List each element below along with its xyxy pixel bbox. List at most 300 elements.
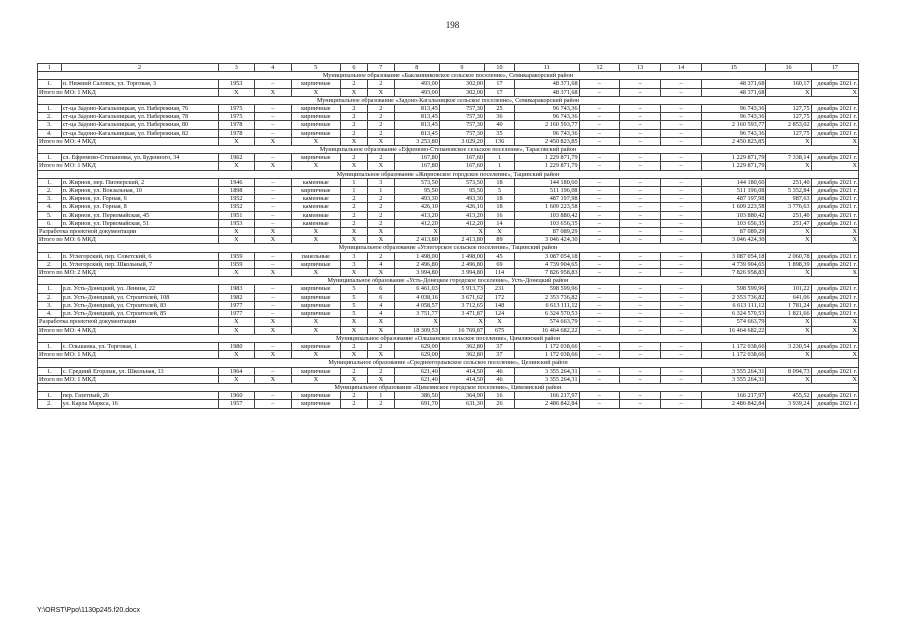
total-cell: X (291, 162, 340, 170)
table-row (38, 211, 859, 219)
address-cell: ул. Карла Маркса, 16 (61, 400, 218, 408)
table-cell: 1946 (218, 178, 255, 186)
table-cell: декабрь 2021 г. (811, 211, 858, 219)
column-header: 15 (702, 64, 766, 72)
table-cell: – (620, 195, 661, 203)
table-cell: 493,30 (394, 195, 439, 203)
table-cell: – (579, 105, 620, 113)
table-cell: 2 (367, 105, 394, 113)
housing-table (37, 63, 859, 409)
total-label: Итого по МО: 4 МКД (38, 326, 219, 334)
table-row (38, 252, 859, 260)
table-cell: – (661, 129, 702, 137)
table-cell: – (620, 400, 661, 408)
address-cell: р.п. Усть-Донецкий, ул. Строителей, 83 (61, 301, 218, 309)
address-cell: р.п. Усть-Донецкий, ул. Строителей, 108 (61, 293, 218, 301)
address-cell: ст-ца Задоно-Кагальницкая, ул. Набережная, 80 (61, 121, 218, 129)
table-cell: 1975 (218, 105, 255, 113)
total-cell: – (620, 318, 661, 326)
table-cell: кирпичные (291, 187, 340, 195)
table-row (38, 187, 859, 195)
table-cell: 362,80 (439, 342, 484, 350)
total-cell: – (579, 228, 620, 236)
total-cell: X (811, 137, 858, 145)
table-cell: – (255, 187, 292, 195)
table-cell: 144 180,60 (702, 178, 766, 186)
table-cell: 1 609 223,58 (702, 203, 766, 211)
address-cell: п. Углегорский, пер. Советский, 6 (61, 252, 218, 260)
table-cell: 1983 (218, 285, 255, 293)
total-cell: 3 994,80 (439, 269, 484, 277)
table-cell: 6 (367, 285, 394, 293)
table-cell: декабрь 2021 г. (811, 367, 858, 375)
total-cell: X (341, 228, 368, 236)
table-cell: 166 217,97 (515, 392, 579, 400)
total-cell: 493,00 (394, 88, 439, 96)
table-cell: – (255, 293, 292, 301)
total-cell: 2 450 823,85 (515, 137, 579, 145)
table-cell: 1953 (218, 80, 255, 88)
table-cell: – (579, 293, 620, 301)
column-header: 13 (620, 64, 661, 72)
municipality-title: Муниципальное образование «Задоно-Кагальницкое сельское поселение», Семикаракорский район (38, 96, 859, 104)
table-cell: 1 898,39 (766, 260, 811, 268)
total-cell: 302,00 (439, 88, 484, 96)
table-cell: декабрь 2021 г. (811, 203, 858, 211)
table-cell: – (579, 154, 620, 162)
total-cell: X (291, 228, 340, 236)
table-cell: 96 743,36 (702, 129, 766, 137)
total-cell: – (620, 375, 661, 383)
total-cell: 87 089,29 (515, 228, 579, 236)
column-header: 14 (661, 64, 702, 72)
table-cell: 160,17 (766, 80, 811, 88)
table-cell: 1. (38, 285, 62, 293)
address-cell: с. Ольшанка, ул. Торговая, 1 (61, 342, 218, 350)
table-cell: 166 217,97 (702, 392, 766, 400)
table-cell: 493,00 (394, 80, 439, 88)
total-cell: X (811, 236, 858, 244)
total-cell: X (766, 318, 811, 326)
table-cell: – (661, 121, 702, 129)
total-cell: 16 464 682,22 (702, 326, 766, 334)
table-cell: декабрь 2021 г. (811, 301, 858, 309)
table-cell: 4 739 904,65 (702, 260, 766, 268)
table-cell: 1962 (218, 154, 255, 162)
section-header-row (38, 244, 859, 252)
table-cell: – (620, 121, 661, 129)
table-row (38, 301, 859, 309)
table-cell: 2 (367, 342, 394, 350)
table-cell: – (255, 285, 292, 293)
table-cell: 127,75 (766, 105, 811, 113)
total-cell: 1 172 038,66 (515, 351, 579, 359)
total-cell: 362,80 (439, 351, 484, 359)
table-cell: 2 496,80 (439, 260, 484, 268)
total-cell: X (766, 351, 811, 359)
address-cell: п. Жирнов, ул. Вокзальная, 10 (61, 187, 218, 195)
file-path: Y:\ORST\Ppo\1130p245.f20.docx (37, 607, 140, 614)
table-cell: 2 (341, 203, 368, 211)
address-cell: с. Средний Егорлык, ул. Школьная, 13 (61, 367, 218, 375)
address-cell: п. Жирнов, пер. Пионерский, 2 (61, 178, 218, 186)
table-cell: 1 498,00 (439, 252, 484, 260)
table-cell: – (620, 129, 661, 137)
total-cell: 1 (484, 162, 514, 170)
table-cell: – (620, 154, 661, 162)
table-cell: – (661, 285, 702, 293)
total-cell: – (579, 162, 620, 170)
table-cell: декабрь 2021 г. (811, 80, 858, 88)
total-row (38, 351, 859, 359)
table-cell: 4 038,16 (394, 293, 439, 301)
table-cell: декабрь 2021 г. (811, 260, 858, 268)
table-cell: 757,30 (439, 121, 484, 129)
table-cell: – (579, 285, 620, 293)
address-cell: р.п. Усть-Донецкий, ул. Строителей, 85 (61, 310, 218, 318)
section-header-row (38, 96, 859, 104)
table-cell: 36 (484, 113, 514, 121)
table-cell: 2 (341, 400, 368, 408)
table-cell: 1980 (218, 342, 255, 350)
total-cell: X (341, 162, 368, 170)
table-cell: 5 (341, 293, 368, 301)
total-cell: – (661, 318, 702, 326)
table-cell: 813,45 (394, 129, 439, 137)
table-cell: – (255, 219, 292, 227)
table-cell: 17 (484, 80, 514, 88)
total-cell: X (255, 88, 292, 96)
table-cell: 103 656,35 (702, 219, 766, 227)
table-cell: 1. (38, 154, 62, 162)
total-cell: 46 (484, 375, 514, 383)
table-cell: 103 656,35 (515, 219, 579, 227)
table-cell: – (661, 367, 702, 375)
table-cell: 5 (484, 187, 514, 195)
table-cell: 96 743,36 (515, 105, 579, 113)
table-cell: 45 (484, 252, 514, 260)
table-cell: – (661, 195, 702, 203)
table-cell: декабрь 2021 г. (811, 219, 858, 227)
table-cell: 6 461,03 (394, 285, 439, 293)
table-cell: 26 (484, 400, 514, 408)
total-cell: X (291, 326, 340, 334)
table-cell: 1 229 871,79 (702, 154, 766, 162)
table-cell: 2 486 842,84 (515, 400, 579, 408)
table-row (38, 178, 859, 186)
table-cell: 1960 (218, 392, 255, 400)
table-cell: кирпичные (291, 154, 340, 162)
table-cell: – (255, 400, 292, 408)
table-cell: 48 371,68 (515, 80, 579, 88)
total-cell: X (291, 269, 340, 277)
table-cell: 1 172 038,66 (702, 342, 766, 350)
table-row (38, 195, 859, 203)
table-row (38, 260, 859, 268)
address-cell: сл. Ефремово-Степановка, ул. Буденного, 34 (61, 154, 218, 162)
table-cell: 16 (484, 211, 514, 219)
total-cell: X (811, 318, 858, 326)
table-cell: 1959 (218, 252, 255, 260)
table-cell: 1898 (218, 187, 255, 195)
table-cell: 5 (341, 301, 368, 309)
total-cell: X (218, 351, 255, 359)
table-cell: 3. (38, 121, 62, 129)
column-header: 9 (439, 64, 484, 72)
table-cell: – (579, 301, 620, 309)
table-row (38, 293, 859, 301)
table-cell: – (255, 367, 292, 375)
section-header-row (38, 334, 859, 342)
table-cell: – (620, 178, 661, 186)
total-cell: X (218, 375, 255, 383)
total-cell: – (620, 236, 661, 244)
table-cell: 1 (341, 178, 368, 186)
table-cell: 1. (38, 392, 62, 400)
table-cell: 231 (484, 285, 514, 293)
table-cell: кирпичные (291, 129, 340, 137)
table-cell: 386,50 (394, 392, 439, 400)
table-cell: – (579, 187, 620, 195)
table-cell: 573,50 (394, 178, 439, 186)
total-cell: – (661, 375, 702, 383)
municipality-title: Муниципальное образование «Среднеегорлыкское сельское поселение», Целинский район (38, 359, 859, 367)
column-header: 16 (766, 64, 811, 72)
total-cell: 414,50 (439, 375, 484, 383)
table-cell: – (579, 113, 620, 121)
table-cell: 6. (38, 219, 62, 227)
table-cell: 2 (341, 392, 368, 400)
table-cell: 16 (484, 392, 514, 400)
total-label: Итого по МО: 1 МКД (38, 351, 219, 359)
table-row (38, 121, 859, 129)
total-cell: – (579, 351, 620, 359)
municipality-title: Муниципальное образование «Бакланниковское сельское поселение», Семикаракорский район (38, 72, 859, 80)
table-cell: декабрь 2021 г. (811, 400, 858, 408)
table-cell: – (620, 219, 661, 227)
address-cell: ст-ца Задоно-Кагальницкая, ул. Набережная, 82 (61, 129, 218, 137)
total-cell: X (367, 228, 394, 236)
table-cell: кирпичные (291, 301, 340, 309)
table-cell: кирпичные (291, 260, 340, 268)
table-cell: 1 498,00 (394, 252, 439, 260)
table-cell: – (661, 310, 702, 318)
table-cell: 2 (341, 80, 368, 88)
municipality-title: Муниципальное образование «Жирновское городское поселение», Тацинский район (38, 170, 859, 178)
table-cell: – (661, 105, 702, 113)
table-cell: 455,52 (766, 392, 811, 400)
total-row (38, 375, 859, 383)
table-cell: 691,70 (394, 400, 439, 408)
table-cell: – (579, 121, 620, 129)
table-row (38, 400, 859, 408)
total-cell: X (766, 375, 811, 383)
table-cell: 2 060,78 (766, 252, 811, 260)
total-cell: X (255, 269, 292, 277)
total-row (38, 269, 859, 277)
total-cell: X (255, 318, 292, 326)
table-cell: – (255, 342, 292, 350)
table-cell: 1977 (218, 301, 255, 309)
total-cell: X (218, 137, 255, 145)
total-label: Итого по МО: 6 МКД (38, 236, 219, 244)
table-cell: – (661, 252, 702, 260)
total-cell: X (367, 351, 394, 359)
table-cell: 103 880,42 (702, 211, 766, 219)
total-cell: X (218, 318, 255, 326)
table-cell: – (620, 301, 661, 309)
table-cell: 3 230,54 (766, 342, 811, 350)
section-header-row (38, 383, 859, 391)
table-cell: – (579, 252, 620, 260)
table-cell: 2 (367, 400, 394, 408)
table-cell: 2 (341, 154, 368, 162)
table-cell: 2 (367, 252, 394, 260)
table-row (38, 310, 859, 318)
total-cell: 48 371,68 (702, 88, 766, 96)
table-cell: – (255, 392, 292, 400)
table-cell: 251,40 (766, 211, 811, 219)
table-row (38, 219, 859, 227)
table-cell: декабрь 2021 г. (811, 121, 858, 129)
total-cell: X (439, 318, 484, 326)
total-cell: 2 413,80 (439, 236, 484, 244)
table-cell: 1 (484, 154, 514, 162)
table-cell: 6 324 570,53 (702, 310, 766, 318)
total-cell: X (766, 236, 811, 244)
table-cell: каменные (291, 195, 340, 203)
table-row (38, 105, 859, 113)
column-header: 8 (394, 64, 439, 72)
table-cell: 1959 (218, 260, 255, 268)
total-cell: X (811, 326, 858, 334)
table-cell: 2 160 593,77 (702, 121, 766, 129)
table-cell: 25 (484, 105, 514, 113)
table-cell: 69 (484, 260, 514, 268)
table-cell: – (661, 211, 702, 219)
table-cell: 621,40 (394, 367, 439, 375)
total-cell: X (291, 137, 340, 145)
total-cell: 629,00 (394, 351, 439, 359)
section-header-row (38, 277, 859, 285)
total-cell: X (811, 162, 858, 170)
total-cell: – (661, 326, 702, 334)
total-cell: X (291, 351, 340, 359)
table-cell: 40 (484, 121, 514, 129)
table-row (38, 285, 859, 293)
total-cell: X (341, 326, 368, 334)
table-row (38, 392, 859, 400)
table-cell: 2. (38, 400, 62, 408)
total-cell: – (579, 236, 620, 244)
address-cell: ст-ца Задоно-Кагальницкая, ул. Набережная, 78 (61, 113, 218, 121)
total-label: Разработка проектной документации (38, 228, 219, 236)
table-cell: – (620, 80, 661, 88)
total-cell: – (579, 269, 620, 277)
table-cell: 511 196,08 (515, 187, 579, 195)
table-cell: 987,63 (766, 195, 811, 203)
total-cell: X (218, 88, 255, 96)
table-cell: 5 (341, 285, 368, 293)
column-header: 5 (291, 64, 340, 72)
total-cell: – (620, 88, 661, 96)
table-cell: 2 (367, 129, 394, 137)
table-cell: 3 (367, 178, 394, 186)
total-cell: – (661, 236, 702, 244)
total-cell: 89 (484, 236, 514, 244)
total-cell: 3 355 264,31 (515, 375, 579, 383)
total-cell: X (367, 88, 394, 96)
total-label: Итого по МО: 1 МКД (38, 162, 219, 170)
total-cell: – (620, 137, 661, 145)
table-cell: 172 (484, 293, 514, 301)
table-cell: – (255, 203, 292, 211)
table-cell: 641,06 (766, 293, 811, 301)
municipality-title: Муниципальное образование «Ефремово-Степановское сельское поселение», Тарасовский район (38, 146, 859, 154)
table-cell: – (620, 252, 661, 260)
column-header: 2 (61, 64, 218, 72)
table-cell: – (579, 400, 620, 408)
column-header: 4 (255, 64, 292, 72)
table-row (38, 342, 859, 350)
table-cell: 3. (38, 195, 62, 203)
table-cell: 127,75 (766, 113, 811, 121)
table-cell: 629,00 (394, 342, 439, 350)
table-cell: – (620, 211, 661, 219)
table-cell: – (620, 293, 661, 301)
table-cell: 412,20 (439, 219, 484, 227)
table-cell: – (661, 154, 702, 162)
table-cell: 1. (38, 252, 62, 260)
table-cell: 813,45 (394, 105, 439, 113)
table-cell: 167,60 (439, 154, 484, 162)
table-cell: каменные (291, 178, 340, 186)
total-cell: – (620, 351, 661, 359)
column-header: 11 (515, 64, 579, 72)
total-cell: X (218, 162, 255, 170)
table-cell: панельные (291, 252, 340, 260)
table-cell: 5. (38, 211, 62, 219)
table-cell: декабрь 2021 г. (811, 105, 858, 113)
total-cell: X (484, 318, 514, 326)
table-cell: – (661, 342, 702, 350)
table-cell: 1977 (218, 310, 255, 318)
table-cell: 757,30 (439, 105, 484, 113)
table-cell: 1. (38, 178, 62, 186)
table-cell: 148 (484, 301, 514, 309)
table-cell: 37 (484, 342, 514, 350)
total-cell: 16 769,87 (439, 326, 484, 334)
municipality-title: Муниципальное образование «Углегорское сельское поселение», Тацинский район (38, 244, 859, 252)
total-cell: 675 (484, 326, 514, 334)
total-cell: X (811, 228, 858, 236)
table-cell: 18 (484, 203, 514, 211)
table-cell: кирпичные (291, 285, 340, 293)
table-cell: 2 (367, 154, 394, 162)
table-cell: – (579, 195, 620, 203)
table-cell: кирпичные (291, 113, 340, 121)
table-cell: 2 (367, 113, 394, 121)
table-cell: – (620, 310, 661, 318)
table-cell: 757,30 (439, 113, 484, 121)
table-cell: – (661, 219, 702, 227)
table-cell: 364,90 (439, 392, 484, 400)
total-cell: 17 (484, 88, 514, 96)
table-cell: – (620, 113, 661, 121)
table-cell: 2. (38, 113, 62, 121)
table-cell: 5 (341, 310, 368, 318)
table-cell: 48 371,68 (702, 80, 766, 88)
